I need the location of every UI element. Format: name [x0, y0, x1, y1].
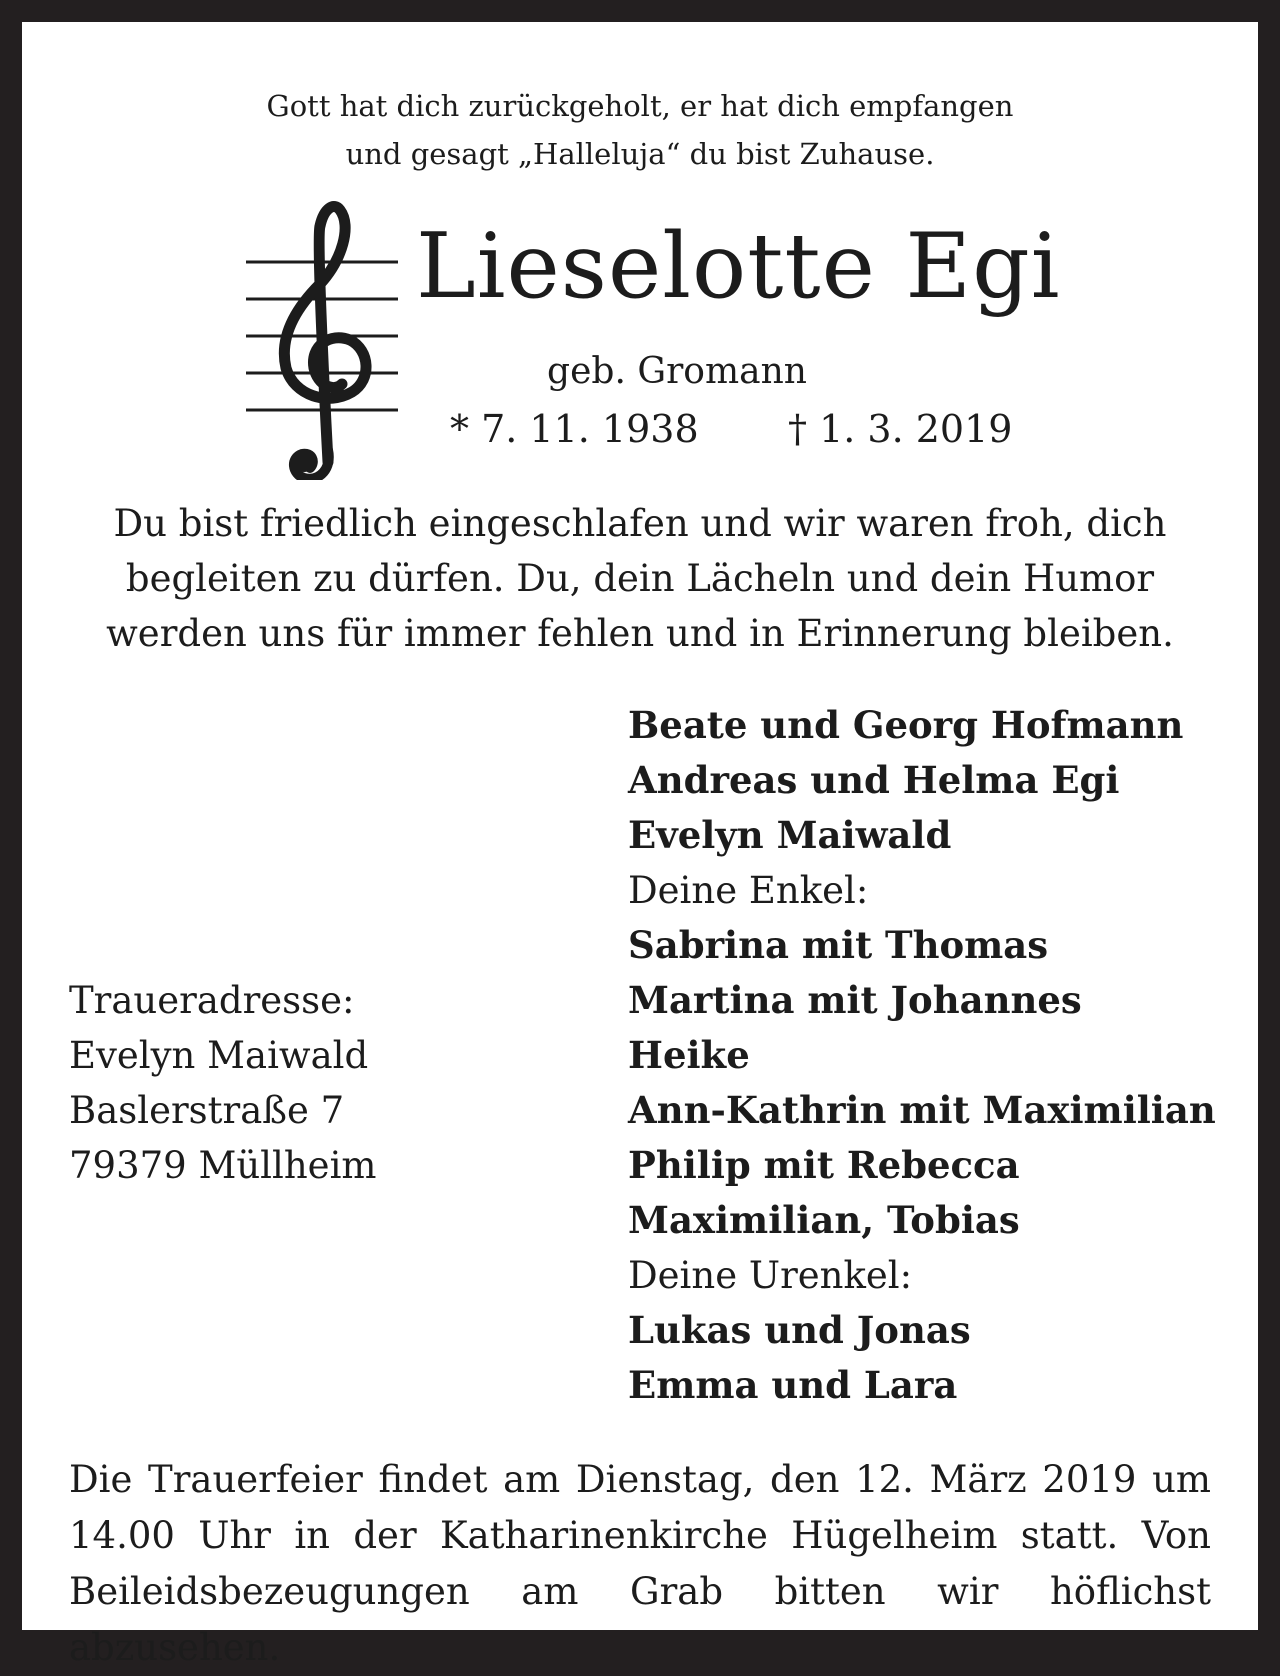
- service-line: 14.00 Uhr in der Katharinenkirche Hügelheim statt. Von: [69, 1514, 1211, 1557]
- mourner-line: Andreas und Helma Egi: [628, 758, 1120, 802]
- motto-line-2: und gesagt „Halleluja“ du bist Zuhause.: [345, 137, 935, 171]
- deceased-name: Lieselotte Egi: [416, 214, 1061, 319]
- treble-clef-icon: [242, 200, 402, 480]
- mourner-line: Ann-Kathrin mit Maximilian: [628, 1088, 1216, 1132]
- mourner-line: Beate und Georg Hofmann: [628, 703, 1184, 747]
- mourner-line: Emma und Lara: [628, 1363, 958, 1407]
- obituary-notice: [22, 22, 1258, 1669]
- intro-text: [22, 496, 1258, 661]
- mourners-list: [628, 698, 1216, 1413]
- mourner-line: Evelyn Maiwald: [628, 813, 952, 857]
- address-street: Baslerstraße 7: [69, 1089, 345, 1132]
- service-line: Die Trauerfeier findet am Dienstag, den 12. März 2019 um: [69, 1458, 1211, 1501]
- mourning-address: [69, 973, 377, 1193]
- birth-date: * 7. 11. 1938: [450, 407, 699, 451]
- mourner-line: Heike: [628, 1033, 750, 1077]
- grandchildren-heading: Deine Enkel:: [628, 869, 869, 912]
- intro-line: Du bist friedlich eingeschlafen und wir waren froh, dich: [113, 502, 1167, 545]
- mourner-line: Lukas und Jonas: [628, 1308, 971, 1352]
- address-city: 79379 Müllheim: [69, 1144, 377, 1187]
- mourner-line: Philip mit Rebecca: [628, 1143, 1020, 1187]
- intro-line: begleiten zu dürfen. Du, dein Lächeln und dein Humor: [125, 557, 1155, 600]
- address-label: Traueradresse:: [69, 979, 355, 1022]
- birth-name: geb. Gromann: [547, 351, 807, 392]
- mourner-line: Maximilian, Tobias: [628, 1198, 1020, 1242]
- intro-line: werden uns für immer fehlen und in Erinnerung bleiben.: [106, 612, 1174, 655]
- address-name: Evelyn Maiwald: [69, 1034, 369, 1077]
- funeral-service-text: [69, 1452, 1211, 1676]
- death-date: † 1. 3. 2019: [788, 407, 1013, 451]
- mourner-line: Sabrina mit Thomas: [628, 923, 1049, 967]
- great-grandchildren-heading: Deine Urenkel:: [628, 1254, 913, 1297]
- motto-line-1: Gott hat dich zurückgeholt, er hat dich empfangen: [266, 89, 1014, 123]
- service-line: Beileidsbezeugungen am Grab bitten wir höflichst abzusehen.: [69, 1570, 1211, 1669]
- mourner-line: Martina mit Johannes: [628, 978, 1082, 1022]
